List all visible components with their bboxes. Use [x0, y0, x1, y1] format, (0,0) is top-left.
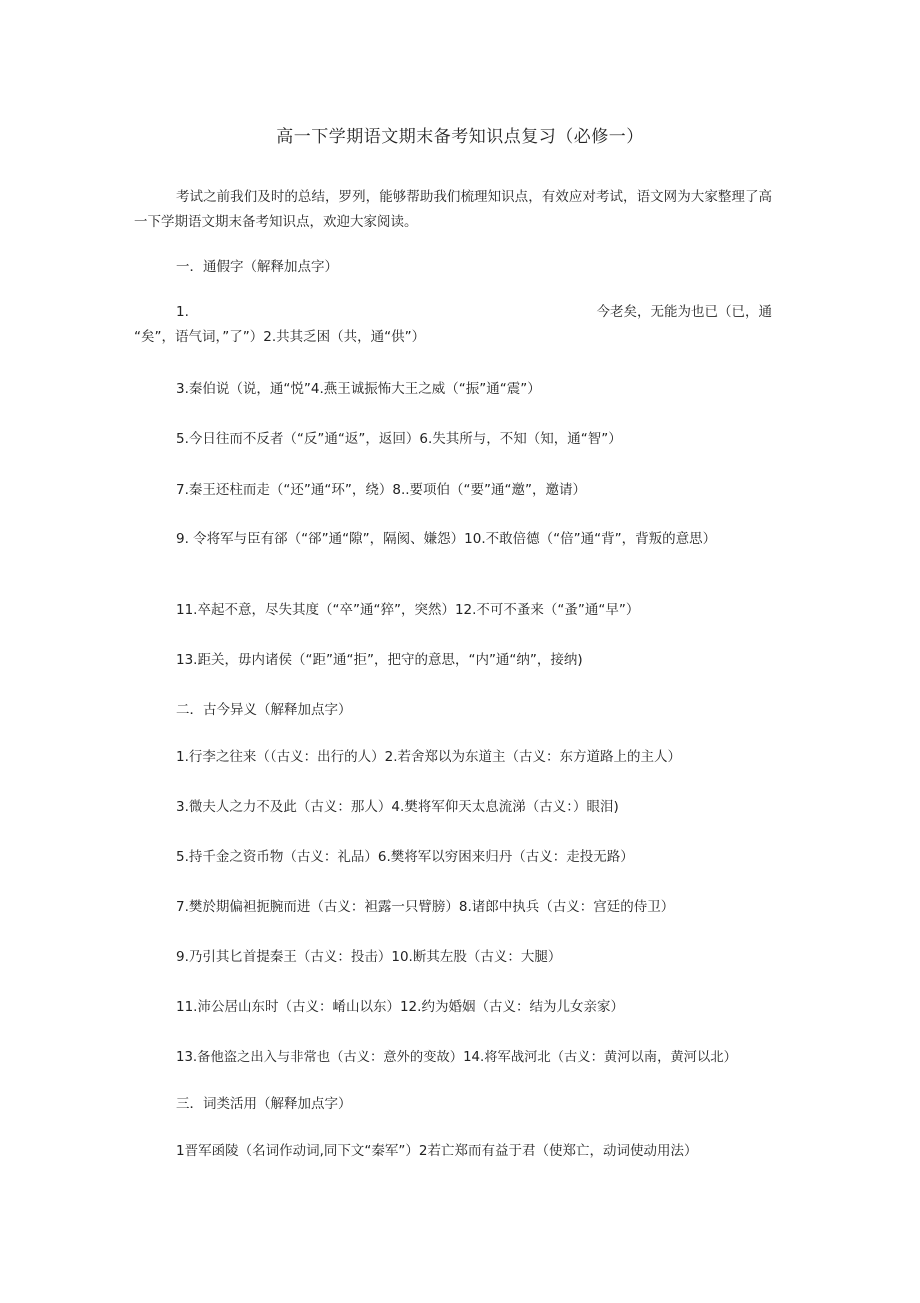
list-item: 5.今日往而不反者（“反”通“返”，返回）6.失其所与，不知（知，通“智”） [176, 431, 622, 447]
document-title: 高一下学期语文期末备考知识点复习（必修一） [276, 127, 644, 147]
list-item: 5.持千金之资币物（古义：礼品）6.樊将军以穷困来归丹（古义：走投无路） [176, 849, 634, 865]
list-item: 3.微夫人之力不及此（古义：那人）4.樊将军仰天太息流涕（古义：）眼泪) [176, 799, 619, 815]
intro-paragraph: 考试之前我们及时的总结，罗列，能够帮助我们梳理知识点，有效应对考试，语文网为大家整理了高一下学期语文期末备考知识点，欢迎大家阅读。 [134, 189, 772, 230]
list-item: 7.秦王还柱而走（“还”通“环”，绕）8..要项伯（“要”通“邀”，邀请） [176, 482, 587, 498]
list-item: 11.沛公居山东时（古义：崤山以东）12.约为婚姻（古义：结为儿女亲家） [176, 999, 624, 1015]
section-heading-cileihuoyong: 三．词类活用（解释加点字） [176, 1096, 352, 1112]
item-text-continued: “矣”，语气词，”了”）2.共其乏困（共，通“供”） [134, 329, 426, 345]
section-heading-tongjiazi: 一．通假字（解释加点字） [176, 259, 338, 275]
list-item: 13.距关，毋内诸侯（“距”通“拒”，把守的意思，“内”通“纳”，接纳) [176, 652, 583, 668]
list-item: 9.乃引其匕首提秦王（古义：投击）10.断其左股（古义：大腿） [176, 949, 562, 965]
list-item [134, 300, 772, 350]
list-item: 11.卒起不意，尽失其度（“卒”通“猝”，突然）12.不可不蚤来（“蚤”通“早”） [176, 602, 640, 618]
list-item: 9. 令将军与臣有郤（“郤”通“隙”，隔阂、嫌怨）10.不敢倍德（“倍”通“背”，背叛的意思） [176, 531, 717, 547]
list-item: 7.樊於期偏袒扼腕而进（古义：袒露一只臂膀）8.诸郎中执兵（古义：宫廷的侍卫） [176, 899, 675, 915]
list-item: 13.备他盗之出入与非常也（古义：意外的变故）14.将军战河北（古义：黄河以南，黄河以北） [176, 1050, 737, 1065]
list-item: 1.行李之往来（（古义：出行的人）2.若舍郑以为东道主（古义：东方道路上的主人） [176, 749, 682, 765]
list-item: 1晋军函陵（名词作动词,同下文“秦军”）2若亡郑而有益于君（使郑亡，动词使动用法） [176, 1143, 698, 1159]
section-heading-gujinyiyi: 二．古今异义（解释加点字） [176, 702, 352, 718]
item-text-right: 今老矣，无能为也已（已，通 [596, 304, 772, 320]
list-item: 3.秦伯说（说，通“悦”4.燕王诚振怖大王之威（“振”通“震”） [176, 381, 541, 397]
item-number: 1. [176, 304, 189, 320]
